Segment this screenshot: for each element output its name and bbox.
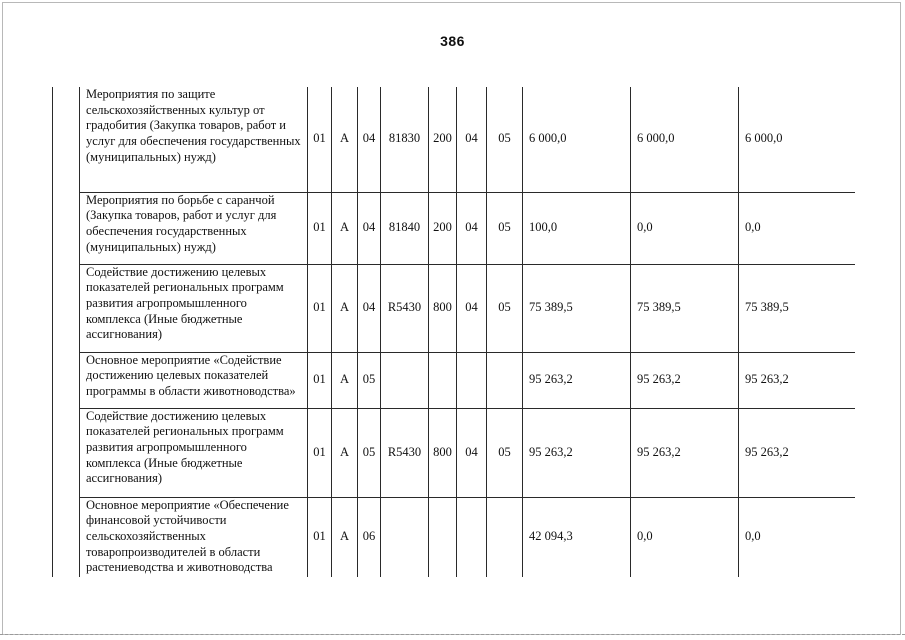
code-cell: 05 xyxy=(358,352,381,408)
code-cell: 05 xyxy=(487,192,523,264)
code-cell: А xyxy=(332,192,358,264)
amount-cell: 95 263,2 xyxy=(739,408,855,497)
table-row xyxy=(80,87,855,192)
code-cell: R5430 xyxy=(381,408,429,497)
amount-cell: 100,0 xyxy=(523,192,631,264)
code-cell: 05 xyxy=(487,408,523,497)
code-cell: 05 xyxy=(487,264,523,352)
code-cell: 01 xyxy=(308,87,332,192)
amount-cell: 75 389,5 xyxy=(631,264,739,352)
code-cell xyxy=(429,497,457,577)
program-name-cell: Мероприятия по борьбе с саранчой (Закупка товаров, работ и услуг для обеспечения государственных (муниципальных) нужд) xyxy=(80,192,308,264)
amount-cell: 42 094,3 xyxy=(523,497,631,577)
code-cell: 01 xyxy=(308,264,332,352)
code-cell: 800 xyxy=(429,408,457,497)
amount-cell: 95 263,2 xyxy=(523,408,631,497)
code-cell: 04 xyxy=(358,192,381,264)
program-name-cell: Основное мероприятие «Обеспечение финансовой устойчивости сельскохозяйственных товаропроизводителей в области растениеводства и животноводства xyxy=(80,497,308,577)
code-cell: 05 xyxy=(487,87,523,192)
code-cell: А xyxy=(332,264,358,352)
amount-cell: 6 000,0 xyxy=(523,87,631,192)
code-cell xyxy=(457,352,487,408)
amount-cell: 0,0 xyxy=(631,497,739,577)
code-cell: 04 xyxy=(457,264,487,352)
code-cell: 01 xyxy=(308,497,332,577)
code-cell: 01 xyxy=(308,352,332,408)
amount-cell: 6 000,0 xyxy=(739,87,855,192)
amount-cell: 0,0 xyxy=(739,497,855,577)
code-cell: 01 xyxy=(308,408,332,497)
code-cell: 04 xyxy=(457,408,487,497)
code-cell: 81840 xyxy=(381,192,429,264)
code-cell xyxy=(381,352,429,408)
table-row xyxy=(80,497,855,577)
code-cell xyxy=(381,497,429,577)
amount-cell: 95 263,2 xyxy=(739,352,855,408)
amount-cell: 0,0 xyxy=(739,192,855,264)
program-name-cell: Мероприятия по защите сельскохозяйственных культур от градобития (Закупка товаров, работ и услуг для обеспечения государственных (муниципальных) нужд) xyxy=(80,87,308,192)
code-cell: 04 xyxy=(358,87,381,192)
code-cell: 04 xyxy=(457,192,487,264)
code-cell: А xyxy=(332,497,358,577)
code-cell: 06 xyxy=(358,497,381,577)
program-name-cell: Основное мероприятие «Содействие достижению целевых показателей программы в области животноводства» xyxy=(80,352,308,408)
page-number: 386 xyxy=(440,33,465,49)
left-margin-rule xyxy=(52,87,53,577)
code-cell: 200 xyxy=(429,87,457,192)
code-cell: А xyxy=(332,87,358,192)
budget-table xyxy=(79,87,855,577)
scan-bottom-line xyxy=(0,634,905,635)
code-cell: 05 xyxy=(358,408,381,497)
amount-cell: 75 389,5 xyxy=(739,264,855,352)
amount-cell: 75 389,5 xyxy=(523,264,631,352)
amount-cell: 95 263,2 xyxy=(523,352,631,408)
code-cell: А xyxy=(332,352,358,408)
code-cell xyxy=(487,497,523,577)
code-cell: 800 xyxy=(429,264,457,352)
table-row xyxy=(80,264,855,352)
table-row xyxy=(80,192,855,264)
amount-cell: 95 263,2 xyxy=(631,408,739,497)
code-cell xyxy=(487,352,523,408)
code-cell: 81830 xyxy=(381,87,429,192)
table-row xyxy=(80,408,855,497)
code-cell: R5430 xyxy=(381,264,429,352)
code-cell: 04 xyxy=(457,87,487,192)
amount-cell: 0,0 xyxy=(631,192,739,264)
amount-cell: 6 000,0 xyxy=(631,87,739,192)
table-row xyxy=(80,352,855,408)
program-name-cell: Содействие достижению целевых показателей региональных программ развития агропромышленного комплекса (Иные бюджетные ассигнования) xyxy=(80,264,308,352)
code-cell xyxy=(457,497,487,577)
code-cell: А xyxy=(332,408,358,497)
code-cell: 200 xyxy=(429,192,457,264)
program-name-cell: Содействие достижению целевых показателей региональных программ развития агропромышленного комплекса (Иные бюджетные ассигнования) xyxy=(80,408,308,497)
code-cell xyxy=(429,352,457,408)
code-cell: 04 xyxy=(358,264,381,352)
amount-cell: 95 263,2 xyxy=(631,352,739,408)
code-cell: 01 xyxy=(308,192,332,264)
